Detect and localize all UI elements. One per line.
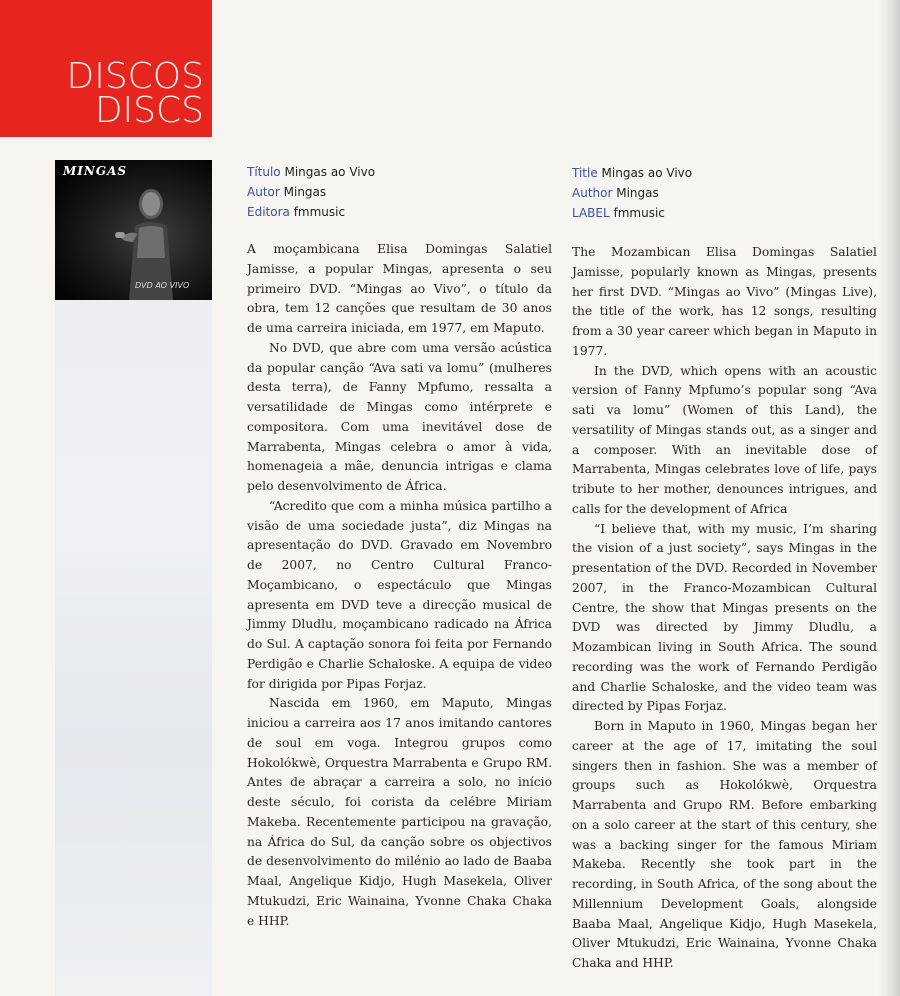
credit-author-row — [247, 182, 375, 202]
paragraph: “Acredito que com a minha música partilho a visão de uma sociedade justa”, diz Mingas na apresentação do DVD. Gravado em Novembro de 2007, no Centro Cultural Franco-Moçambicano, o espectáculo que Mingas apresenta em DVD teve a direcção musical de Jimmy Dludlu, moçambicano radicado na África do Sul. A captação sonora foi feita por Fernando Perdigão e Charlie Schaloske. A equipa de video for dirigida por Pipas Forjaz. — [247, 498, 552, 691]
paragraph: Born in Maputo in 1960, Mingas began her career at the age of 17, imitating the soul singers then in fashion. She was a member of groups such as Hokolókwè, Orquestra Marrabenta and Grupo RM. Before embarking on a solo career at the start of this century, she was a backing singer for the famous Miriam Makeba. Recently she took part in the recording, in South Africa, of the song about the Millennium Development Goals, alongside Baaba Maal, Angelique Kidjo, Hugh Masekela, Oliver Mtukudzi, Eric Wainaina, Yvonne Chaka Chaka and HHP. — [572, 719, 877, 970]
paragraph: No DVD, que abre com uma versão acústica da popular canção “Ava sati va lomu” (mulheres desta terra), de Fanny Mpfumo, ressalta a versatilidade de Mingas como intérprete e compositora. Com uma inevitável dose de Marrabenta, Mingas celebra o amor à vida, homenageia a mãe, denuncia intrigas e clama pelo desenvolvimento de África. — [247, 340, 552, 493]
credit-title-value: Mingas ao Vivo — [601, 166, 693, 180]
paragraph: In the DVD, which opens with an acoustic version of Fanny Mpfumo’s popular song “Ava sati va lomu” (Women of this Land), the versatility of Mingas stands out, as a singer and a composer. With an inevitable dose of Marrabenta, Mingas celebrates love of life, pays tribute to her mother, denounces intrigues, and calls for the development of Africa — [572, 363, 877, 516]
paragraph: A moçambicana Elisa Domingas Salatiel Jamisse, a popular Mingas, apresenta o seu primeiro DVD. “Mingas ao Vivo”, o título da obra, tem 12 canções que resultam de 30 anos de uma carreira iniciada, em 1977, em Maputo. — [247, 242, 552, 335]
section-title-en: DISCS — [94, 90, 204, 131]
credit-author-key: Author — [572, 186, 613, 200]
paragraph: The Mozambican Elisa Domingas Salatiel Jamisse, popularly known as Mingas, presents her first DVD. “Mingas ao Vivo” (Mingas Live), the title of the work, has 12 songs, resulting from a 30 year career which began in Maputo in 1977. — [572, 245, 877, 358]
cover-subtitle: DVD AO VIVO — [135, 281, 190, 290]
credit-label-row — [247, 202, 375, 222]
credit-title-key: Title — [572, 166, 598, 180]
article-body-en — [572, 243, 877, 974]
credits-pt — [247, 162, 375, 222]
cover-title: MINGAS — [63, 164, 128, 178]
credit-author-row — [572, 183, 692, 203]
credit-title-value: Mingas ao Vivo — [284, 165, 376, 179]
section-title-pt: DISCOS — [66, 56, 204, 97]
credit-title-row — [247, 162, 375, 182]
credit-author-key: Autor — [247, 185, 280, 199]
credit-label-key: Editora — [247, 205, 290, 219]
paragraph: “I believe that, with my music, I’m sharing the vision of a just society”, says Mingas in the presentation of the DVD. Recorded in November 2007, in the Franco-Mozambican Cultural Centre, the show that Mingas presents on the DVD was directed by Jimmy Dludlu, a Mozambican living in South Africa. The sound recording was the work of Fernando Perdigão and Charlie Schaloske, and the video team was directed by Pipas Forjaz. — [572, 521, 877, 714]
credit-label-row — [572, 203, 692, 223]
credit-author-value: Mingas — [616, 186, 659, 200]
section-header — [0, 0, 212, 137]
credit-author-value: Mingas — [283, 185, 327, 199]
paragraph: Nascida em 1960, em Maputo, Mingas iniciou a carreira aos 17 anos imitando cantores de soul em voga. Integrou grupos como Hokolókwè, Orquestra Marrabenta e Grupo RM. Antes de abraçar a carreira a solo, no início deste século, foi corista da celébre Miriam Makeba. Recentemente participou na gravação, na África do Sul, da canção sobre os objectivos de desenvolvimento do milénio ao lado de Baaba Maal, Angelique Kidjo, Hugh Masekela, Oliver Mtukudzi, Eric Wainaina, Yvonne Chaka Chaka e HHP. — [247, 696, 552, 928]
credit-label-key: LABEL — [572, 206, 610, 220]
credit-label-value: fmmusic — [293, 205, 346, 219]
page-edge-shadow — [878, 0, 900, 996]
credit-title-key: Título — [247, 165, 281, 179]
album-cover — [55, 160, 212, 300]
section-title — [66, 56, 204, 131]
credit-title-row — [572, 163, 692, 183]
credits-en — [572, 163, 692, 223]
credit-label-value: fmmusic — [613, 206, 665, 220]
article-body-pt — [247, 240, 552, 931]
